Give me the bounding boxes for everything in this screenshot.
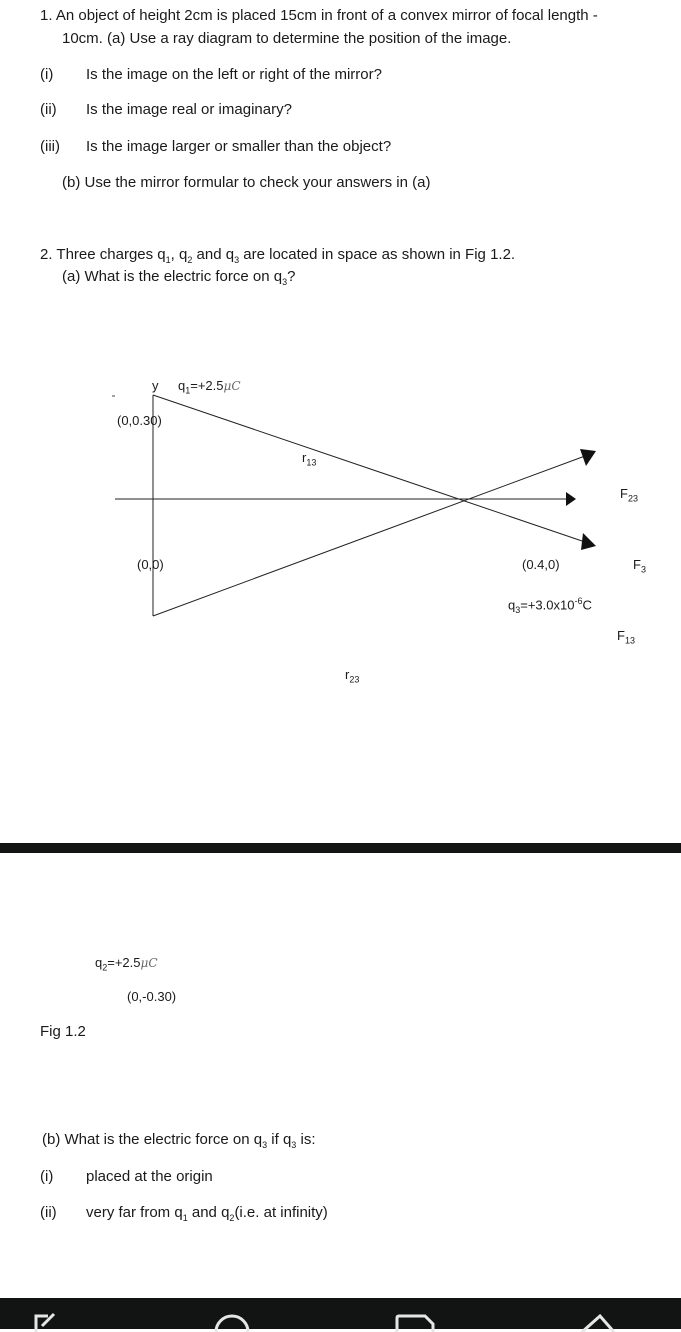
q2-b-ii-text: very far from $q_1$ and $q_2(i.e$. at infinity) <box>86 1204 328 1223</box>
q1-b: (b) Use the mirror formular to check your answers in (a) <box>62 174 431 191</box>
q1-position: (0,0.30) <box>117 413 162 428</box>
y-label: y <box>152 378 159 393</box>
origin-label: (0,0) <box>137 557 164 572</box>
f3-label: $F_3$ <box>633 557 646 575</box>
f13-arrowhead <box>581 533 596 550</box>
q1-i-text: Is the image on the left or right of the mirror? <box>86 66 382 83</box>
r13-line <box>153 395 585 542</box>
q2-b: (b) What is the electric force on $q_3$ if $q_3$ is: <box>42 1131 316 1150</box>
q1-iii-text: Is the image larger or smaller than the object? <box>86 138 392 155</box>
fig-caption: Fig 1.2 <box>40 1023 86 1040</box>
q3-position: (0.4,0) <box>522 557 560 572</box>
q1-line1: 1. An object of height 2cm is placed 15cm in front of a convex mirror of focal length - <box>40 7 598 24</box>
q2-b-i-num: (i) <box>40 1168 54 1185</box>
circle-icon[interactable] <box>212 1312 252 1332</box>
q2-b-i-text: placed at the origin <box>86 1168 213 1185</box>
q2-position: (0,-0.30) <box>127 989 177 1004</box>
f13-label: $F_{13}$ <box>617 628 635 646</box>
f23-label: $F_{23}$ <box>620 486 638 504</box>
f23-arrowhead <box>566 492 576 506</box>
q2-a: (a) What is the electric force on $q_3$? <box>62 268 296 287</box>
r23-label: $r_{23}$ <box>345 667 360 685</box>
edit-icon[interactable] <box>34 1312 74 1332</box>
q1-line2: 10cm. (a) Use a ray diagram to determine the position of the image. <box>62 30 512 47</box>
f3-arrowhead <box>580 449 596 466</box>
r13-label: $r_{13}$ <box>302 450 317 468</box>
tag-icon[interactable] <box>395 1312 439 1332</box>
q3-label: $q_3=+3.0x10^{-6}C$ <box>508 596 592 615</box>
page-divider <box>0 843 681 853</box>
q1-iii-num: (iii) <box>40 138 60 155</box>
q2-intro: 2. Three charges $q_1$, $q_2$ and $q_3$ are located in space as shown in Fig 1.2. <box>40 246 516 265</box>
q2-label: $q_2=+2.5\mu C$ <box>95 955 158 973</box>
q1-label: $q_1=+2.5\mu C$ <box>178 378 241 396</box>
q1-i-num: (i) <box>40 66 54 83</box>
q2-b-ii-num: (ii) <box>40 1204 57 1221</box>
share-icon[interactable] <box>580 1312 620 1332</box>
bottom-toolbar <box>0 1298 681 1329</box>
q1-ii-num: (ii) <box>40 101 57 118</box>
q1-ii-text: Is the image real or imaginary? <box>86 101 292 118</box>
